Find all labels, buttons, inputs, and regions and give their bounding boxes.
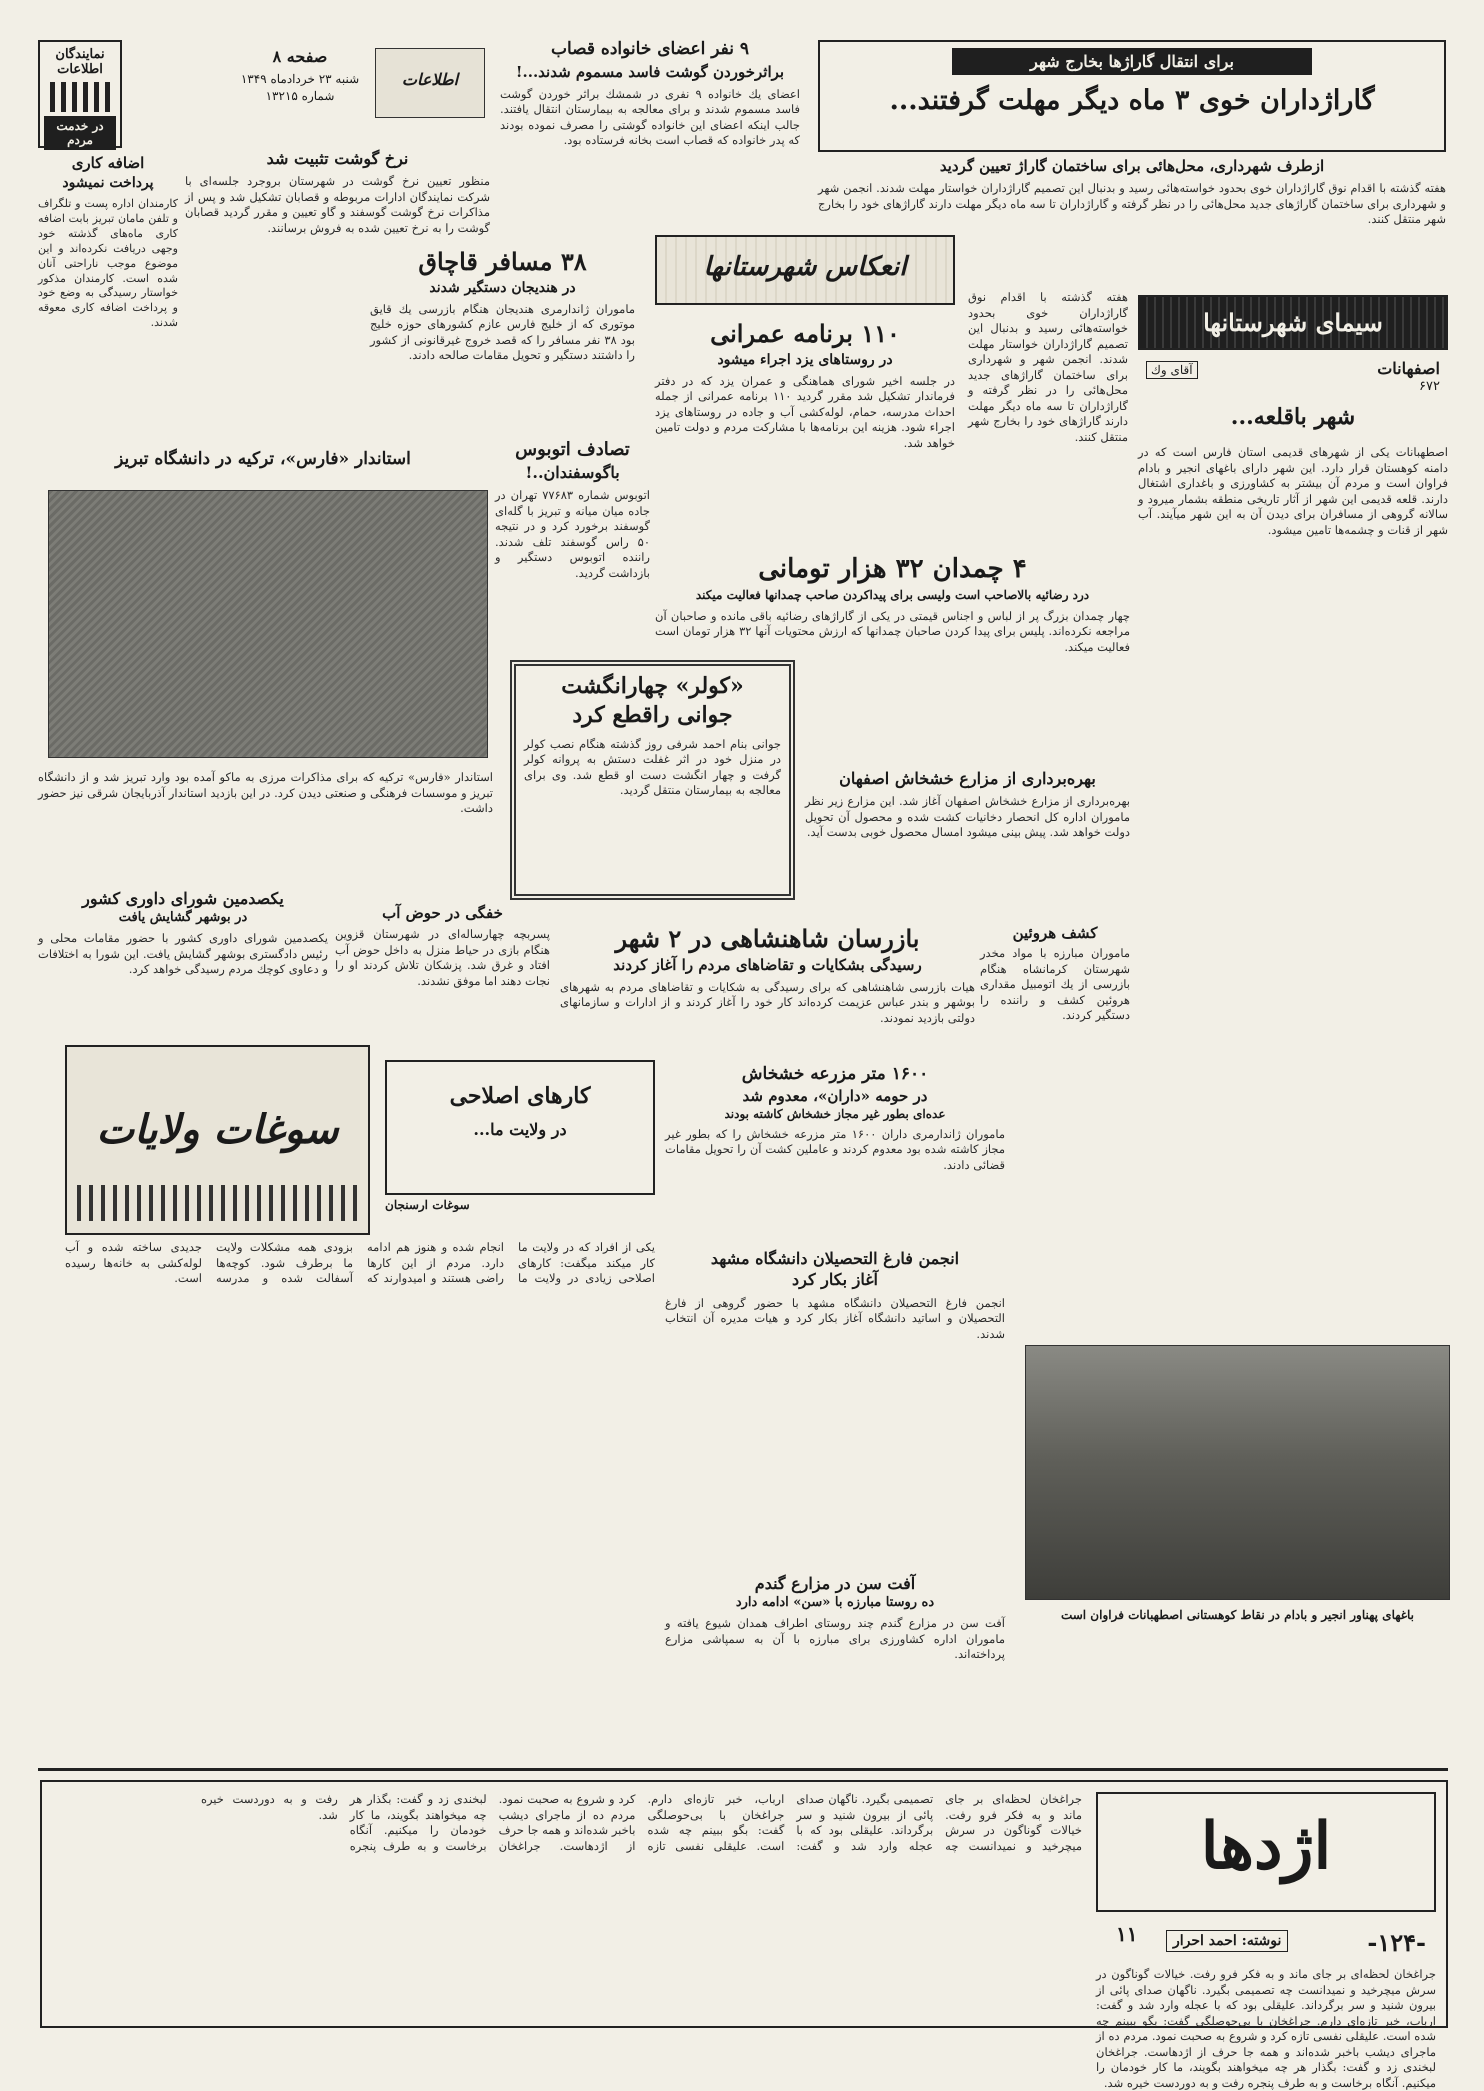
serial-section [40, 1780, 1448, 2090]
garages-subhead: ازطرف شهردارى، محل‌هائى براى ساختمان گاراژ تعيين گرديد [939, 157, 1325, 175]
cities-banner [655, 235, 955, 305]
reform-body: يكى از افراد كه در ولايت ما كار ميكند ميگفت: كارهاى اصلاحى زيادى در ولايت ما انجام شده و هنوز هم ادامه دارد. مردم از اين كارها راضى هستند و اميدوارند كه بزودى همه مشكلات ولايت ما برطرف شود. كوچه‌ها آسفالت شده و مدرسه جديدى ساخته شده و آب لوله‌كشى به خانه‌ها رسيده است. [65, 1240, 655, 1286]
logo-text: اطلاعات [401, 70, 459, 89]
souvenirs-banner: سوغات ولايات [96, 1106, 339, 1153]
reform-byline: سوغات ارسنجان [385, 1198, 470, 1212]
feature-headline: شهر باقلعه... [1230, 404, 1356, 430]
serial-body: جراغخان لحظه‌اى بر جاى ماند و به فكر فرو رفت. خيالات گوناگون در سرش ميچرخيد و نميدانست چه تصميمى بگيرد. ناگهان صداى پائى از بيرون شنيد و سر برگرداند. عليقلى بود كه با عجله وارد شد و گفت: ارباب، خبر تازه‌اى دارم. جراغخان با بى‌حوصلگى گفت: بگو ببينم چه شده است. عليقلى نفسى تازه كرد و شروع به صحبت نمود. مردم ده از ماجراى ديشب باخبر شده‌اند و همه جا حرف از اژدهاست. جراغخان لبخندى زد و گفت: بگذار هر چه ميخواهند بگويند، ما كار خودمان را ميكنيم. آنگاه برخاست و به طرف پنجره رفت و به دوردست خيره شد. [200, 1792, 1082, 1853]
issue-date: شنبه ۲۳ خردادماه ۱۳۴۹ [240, 72, 360, 87]
story-harvest [805, 770, 1130, 920]
council-body: يكصدمين شوراى داورى كشور با حضور مقامات محلى و رئيس دادگسترى بوشهر گشايش يافت. اين شورا به اختلافات و دعاوى كوچك مردم رسيدگى خواهد كرد. [38, 931, 328, 977]
grads-subhead: آغاز بكار كرد [791, 1270, 878, 1290]
poppy-subhead: در حومه «داران»، معدوم شد [742, 1086, 928, 1105]
poppy-body: ماموران ژاندارمرى داران ۱۶۰۰ متر مزرعه خشخاش را كه بطور غير مجاز كاشته شده بود معدوم كردند و عاملين كشت آن را تحويل مقامات قضائى دادند. [665, 1126, 1005, 1172]
poison-body: اعضاى يك خانواده ۹ نفرى در شمشك براثر خوردن گوشت فاسد مسموم شدند و براى معالجه به بيمارستان انتقال يافتند. جالب اينكه اعضاى اين خانواده گوشتى را مصرف نموده بودند كه پدر خانواده که قصاب است بخانه فرستاده بود. [500, 86, 800, 148]
projects-headline: ۱۱۰ برنامه عمرانى [710, 319, 900, 348]
governor-headline: استاندار «فارس»، تركيه در دانشگاه تبريز [115, 449, 411, 469]
serial-author: نوشته: احمد احرار [1166, 1930, 1288, 1952]
suitcases-subhead: درد رضائيه بالاصاحب است وليسى براى پيداكردن صاحب چمدانها فعاليت ميكند [695, 587, 1090, 602]
cities-banner-title: انعكاس شهرستانها [703, 252, 907, 282]
story-pest [665, 1575, 1005, 1755]
serial-title-box [1096, 1792, 1436, 1912]
grads-headline: انجمن فارغ التحصيلان دانشگاه مشهد [710, 1249, 960, 1268]
feature-number: ۶۷۲ [1419, 379, 1440, 394]
story-poison [500, 40, 800, 175]
garages-continued: هفته گذشته با اقدام نوق گاراژداران خوى بحدود خواسته‌هائى رسيد و بدنبال این تصمیم گاراژداران خواستار مهلت شدند. انجمن شهر و شهردارى براى ساختمان گاراژهای جدید محل‌هائى را در نظر گرفته و گاراژداران تا سه ماه دیگر مهلت دارند گاراژهای خود را بخارج شهر منتقل کنند. [968, 290, 1128, 444]
inspection-body: هيات بازرسى شاهنشاهى كه براى رسيدگى به شكايات و تقاضاهاى مردم به شهرهاى بوشهر و بندر عباس عزيمت كرده‌اند كار خود را آغاز كردند و از ادارات و سازمانهاى دولتى بازديد نمودند. [560, 979, 975, 1025]
reform-box [385, 1060, 655, 1195]
story-projects [655, 320, 955, 540]
governor-body: استاندار «فارس» تركيه كه براى مذاكرات مرزى به ماكو آمده بود وارد تبريز شد و از دانشگاه تبريز و موسسات فرهنگى و صنعتى ديدن كرد. در اين بازديد استاندار آذربايجان شرقى نيز حضور داشت. [38, 770, 493, 816]
logo [375, 48, 485, 118]
poppy-caption-line: عده‌اى بطور غير مجاز خشخاش كاشته بودند [724, 1106, 946, 1121]
inspection-headline: بازرسان شاهنشاهى در ۲ شهر [615, 924, 920, 953]
projects-body: در جلسه اخير شوراى هماهنگى و عمران يزد كه در دفتر فرماندار تشكيل شد مقرر گرديد ۱۱۰ برنامه عمرانى از جمله احداث مدرسه، حمام، لوله‌كشى آب و جاده در روستاهاى يزد اجراء شود. هزينه اين برنامه‌ها با مشاركت مردم و دولت تامين خواهد شد. [655, 373, 955, 450]
heroin-headline: كشف هروئين [1012, 924, 1098, 942]
story-garages [818, 40, 1446, 152]
section-divider [38, 1768, 1448, 1771]
cooler-subhead: جوانى راقطع كرد [572, 702, 733, 729]
governor-photo [48, 490, 488, 758]
feature-banner-title: سيماى شهرستانها [1203, 308, 1383, 337]
people-icon [50, 82, 110, 112]
isfahan-photo [1025, 1345, 1450, 1600]
smugglers-headline: ۳۸ مسافر قاچاق [418, 247, 587, 276]
date-block [235, 48, 365, 128]
page-number: صفحه ۸ [272, 47, 328, 66]
pest-body: آفت سن در مزارع گندم چند روستاى اطراف همدان شيوع يافته و ماموران اداره كشاورزى براى مبارزه با آن به سمپاشى مزارع پرداخته‌اند. [665, 1616, 1005, 1662]
meat-headline: نرخ گوشت تثبيت شد [266, 149, 409, 168]
bus-headline: تصادف اتوبوس [515, 439, 630, 460]
feature-meta [1138, 357, 1448, 394]
poppy-headline: ۱۶۰۰ متر مزرعه خشخاش [741, 1064, 929, 1084]
feature-isfahan [1138, 295, 1448, 1075]
serial-title: اژدها [1200, 1809, 1332, 1884]
overtime-headline: اضافه كارى [71, 154, 145, 172]
story-heroin [980, 925, 1130, 1025]
grads-body: انجمن فارغ التحصيلان دانشگاه مشهد با حضور گروهى از فارغ التحصيلان و اساتيد دانشگاه آغاز بكار كرد و هيات مديره آن انتخاب شدند. [665, 1295, 1005, 1341]
garages-body: هفته گذشته با اقدام نوق گاراژداران خوى بحدود خواسته‌هائى رسيد و بدنبال این تصمیم گاراژداران خواستار مهلت شدند. انجمن شهر و شهردارى براى ساختمان گاراژهای جدید محل‌هائى را در نظر گرفته و گاراژداران تا سه ماه دیگر مهلت دارند گاراژهای خود را بخارج شهر منتقل کنند. [818, 181, 1446, 227]
story-smugglers [370, 248, 635, 428]
pest-headline: آفت سن در مزارع گندم [754, 1574, 916, 1593]
column-logo [38, 40, 122, 148]
harvest-headline: بهره‌بردارى از مزارع خشخاش اصفهان [839, 769, 1096, 788]
drowning-body: پسربچه چهارساله‌اى در شهرستان قزوين هنگام بازى در حياط منزل به داخل حوض آب افتاد و غرق شد. پزشكان تلاش كردند او را نجات دهند اما موفق نشدند. [335, 927, 550, 988]
serial-meta [1096, 1922, 1436, 1962]
story-council [38, 890, 328, 1030]
governor-head-wrap [38, 450, 488, 480]
feature-city: اصفهانات [1377, 359, 1440, 378]
serial-episode: -۱۲۴- [1367, 1928, 1426, 1957]
pest-subhead: ده روستا مبارزه با «سن» ادامه دارد [735, 1595, 935, 1611]
souvenirs-banner-box [65, 1045, 370, 1235]
feature-byline: آقاى وك [1146, 361, 1198, 379]
reform-title: كارهاى اصلاحى [449, 1083, 591, 1109]
crowd-icon [77, 1185, 358, 1221]
issue-number: شماره ۱۳۲۱۵ [265, 89, 335, 104]
story-poppy [665, 1065, 1005, 1245]
smugglers-body: ماموران ژاندارمرى هنديجان هنگام بازرسى يك قايق موتورى كه از خليج فارس عازم كشورهاى حوزه خليج بود ۳۸ نفر مسافر را كه قصد خروج غيرقانونى از كشور را داشتند دستگير و تحويل مقامات صالحه دادند. [370, 301, 635, 363]
column-tag: در خدمت مردم [44, 116, 116, 150]
suitcases-headline: ۴ چمدان ۳۲ هزار تومانى [758, 554, 1027, 584]
projects-subhead: در روستاهاى يزد اجراء ميشود [717, 351, 893, 368]
bus-subhead: باگوسفندان..! [525, 462, 620, 482]
reform-subtitle: در ولايت ما... [473, 1120, 567, 1140]
cooler-body: جوانى بنام احمد شرفى روز گذشته هنگام نصب كولر در منزل خود در اثر غفلت دستش به پروانه كولر گرفت و چهار انگشت دست او قطع شد. وى براى معالجه به بيمارستان منتقل گرديد. [524, 736, 781, 798]
serial-intro: جراغخان لحظه‌اى بر جاى ماند و به فكر فرو رفت. خيالات گوناگون در سرش ميچرخيد و نميدانست چه تصميمى بگيرد. ناگهان صداى پائى از بيرون شنيد و سر برگرداند. عليقلى بود كه با عجله وارد شد و گفت: ارباب، خبر تازه‌اى دارم. جراغخان با بى‌حوصلگى گفت: بگو ببينم چه شده است. عليقلى نفسى تازه كرد و شروع به صحبت نمود. مردم ده از ماجراى ديشب باخبر شده‌اند و همه جا حرف از اژدهاست. جراغخان لبخندى زد و گفت: بگذار هر چه ميخواهند بگويند، ما كار خودمان را ميكنيم. آنگاه برخاست و به طرف پنجره رفت و به دوردست خيره شد. [1096, 1967, 1436, 2090]
garages-kicker: براى انتقال گاراژها بخارج شهر [952, 48, 1312, 75]
story-cooler [510, 660, 795, 900]
overtime-subhead: پرداخت نميشود [62, 175, 154, 192]
heroin-body: ماموران مبارزه با مواد مخدر شهرستان كرمانشاه هنگام بازرسى از يك اتومبيل مقدارى هروئين كشف و راننده را دستگير كردند. [980, 946, 1130, 1023]
feature-body: اصطهبانات يكى از شهرهاى قديمى استان فارس است كه در دامنه كوهستان قرار دارد. اين شهر داراى باغهاى انجير و بادام فراوان است و مردم آن بيشتر به كشاورزى و باغدارى اشتغال دارند. قلعه قديمى اين شهر از آثار تاريخى منطقه بشمار ميرود و سالانه گروهى از مسافران براى ديدن آن به اين شهر ميآيند. آب شهر از قنات و چشمه‌ها تامين ميشود. [1138, 445, 1448, 537]
smugglers-subhead: در هنديجان دستگير شدند [429, 279, 576, 296]
feature-banner [1138, 295, 1448, 350]
garages-headline: گاراژداران خوى ۳ ماه ديگر مهلت گرفتند... [889, 85, 1375, 116]
story-overtime [38, 155, 178, 440]
story-bus [495, 440, 650, 670]
council-headline: يكصدمين شوراى داورى كشور [82, 889, 284, 908]
drowning-headline: خفگى در حوض آب [382, 904, 503, 922]
poison-headline: ۹ نفر اعضاى خانواده قصاب [550, 39, 750, 59]
inspection-subhead: رسيدگى بشكايات و تقاضاهاى مردم را آغاز كردند [613, 955, 922, 974]
harvest-body: بهره‌بردارى از مزارع خشخاش اصفهان آغاز شد. اين مزارع زير نظر ماموران اداره كل انحصار دخانيات كشت شده و محصول آن تحويل دولت خواهد شد. پيش بينى ميشود امسال محصول خوبى بدست آيد. [805, 794, 1130, 840]
cooler-headline: «كولر» چهارانگشت [561, 673, 744, 699]
council-subhead: در بوشهر گشايش يافت [118, 910, 248, 926]
isfahan-photo-caption: باغهاى پهناور انجير و بادام در نقاط كوهستانى اصطهبانات فراوان است [1060, 1608, 1415, 1622]
overtime-body: كارمندان اداره پست و تلگراف و تلفن مامان تبريز بابت اضافه كارى ماه‌هاى گذشته خود وجهى دريافت نكرده‌اند و اين موضوع موجب ناراحتى آنان شده است. كارمندان مذكور خواستار رسيدگى به وضع خود و پرداخت اضافه كارى معوقه شدند. [38, 197, 178, 330]
serial-chapter: ۱۱ [1116, 1922, 1138, 1946]
story-grads [665, 1250, 1005, 1510]
meat-body: منظور تعيين نرخ گوشت در شهرستان بروجرد جلسه‌اى با شركت نمايندگان ادارات مربوطه و قصابان تشكيل شد و پس از مذاكرات نرخ گوشت گوسفند و گاو تعيين و مقرر گرديد قصابان گوشت را به نرخ تعيين شده به فروش برسانند. [185, 174, 490, 235]
column-name: نمايندگان اطلاعات [55, 47, 105, 77]
suitcases-body: چهار چمدان بزرگ پر از لباس و اجناس قيمتى در يكى از گاراژهاى رضائيه باقى مانده و صاحبان آن مراجعه نكرده‌اند. پليس براى پيدا كردن صاحبان چمدانها كه ارزش محتويات آنها ۳۲ هزار تومان است فعاليت ميكند. [655, 608, 1131, 654]
story-inspection [560, 925, 975, 1060]
story-drowning [335, 905, 550, 1030]
poison-subhead: براثرخوردن گوشت فاسد مسموم شدند...! [515, 62, 785, 81]
bus-body: اتوبوس شماره ۷۷۶۸۳ تهران در جاده ميان ميانه و تبريز با گله‌اى گوسفند برخورد كرد و در نتيجه ۵۰ راس گوسفند تلف شدند. راننده اتوبوس دستگير و بازداشت گرديد. [495, 488, 650, 580]
